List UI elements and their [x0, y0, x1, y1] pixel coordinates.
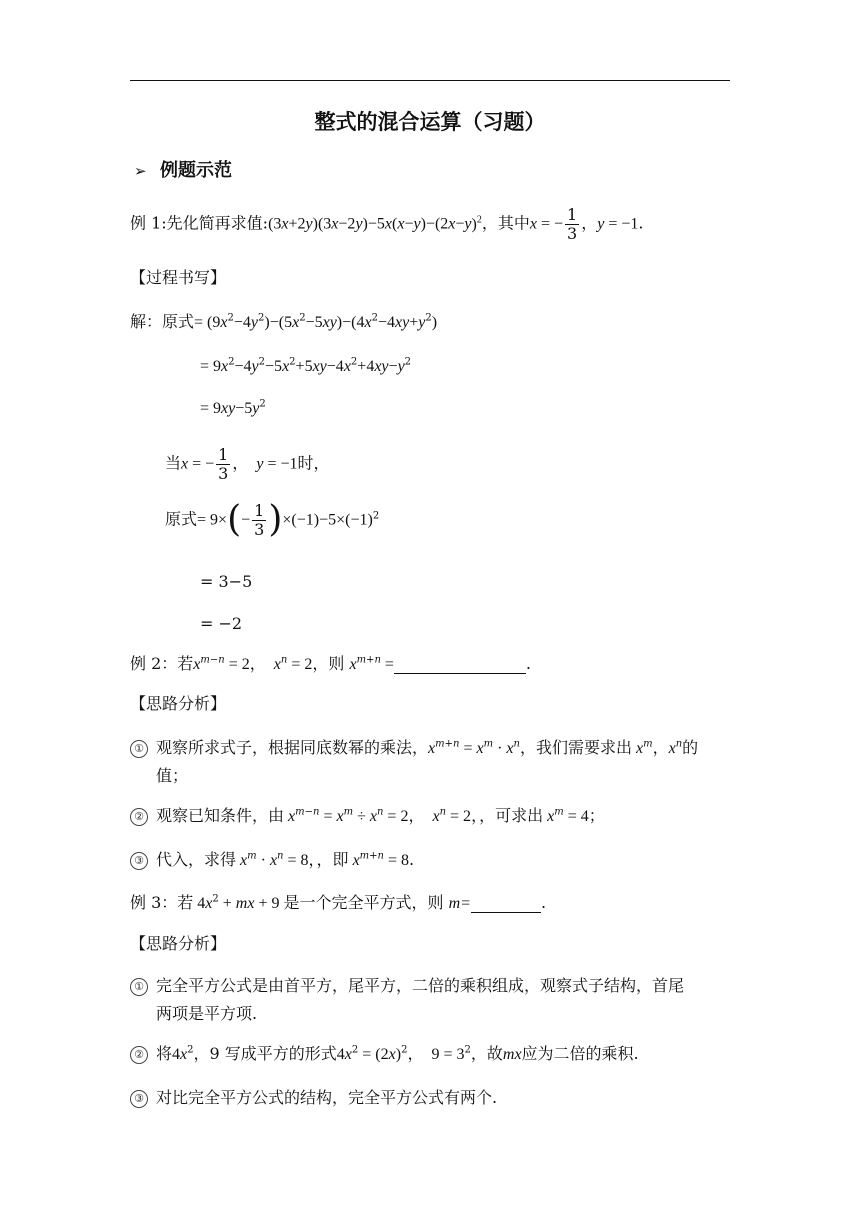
section-heading	[134, 156, 232, 182]
ex2-item-1-cont: 值；	[156, 766, 189, 785]
substitution-step: 原式= 9×(− $\frac{1}{3}$ )$\times(-1)-5\times(-1)^2$	[165, 499, 380, 541]
ex3-analysis-label: 【思路分析】	[130, 934, 227, 953]
substitution-condition: 当x = − $\frac{1}{3}$ ， y = −1时，	[165, 445, 330, 483]
header-rule	[130, 80, 730, 81]
ex3-item-2: ② 将$4x^2$，9 写成平方的形式$4x^2 = (2x)^2$， $9 = 3^2$，故mx应为二倍的乘积.	[130, 1044, 639, 1064]
arrow-bullet-icon: ➢	[134, 162, 147, 180]
ex2-item-3: ③ 代入，求得 $x^m \cdot x^n = 8$，，即 $x^{m+n} = 8$.	[130, 850, 414, 870]
ex2-item-2: ② 观察已知条件，由 $x^{m-n} = x^m \div x^n = 2$， $x^n = 2$，，可求出 $x^m = 4$；	[130, 806, 605, 826]
fraction-one-third: $\frac{1}{3}$	[567, 205, 578, 243]
ex2-item-1: ① 观察所求式子，根据同底数幂的乘法，$x^{m+n} = x^m \cdot x^n$，我们需要求出 $x^m$，$x^n$的	[130, 738, 698, 758]
solution-step-4: = 3−5	[200, 572, 253, 591]
solution-step-1: 解：原式= $(9x^2-4y^2)-(5x^2-5xy)-(4x^2-4xy+y^2)$	[130, 312, 438, 331]
ex3-item-1: ① 完全平方公式是由首平方，尾平方，二倍的乘积组成，观察式子结构，首尾	[130, 976, 684, 996]
ex2-analysis-label: 【思路分析】	[130, 694, 227, 713]
solution-step-2: = $9x^2-4y^2-5x^2+5xy-4x^2+4xy-y^2$	[200, 356, 412, 375]
ex1-label: 例 1:先化简再求值:	[130, 213, 269, 233]
solution-step-3: = $9xy-5y^2$	[200, 398, 266, 417]
ex3-statement: 例 3：若 $4x^2$ + mx + 9 是一个完全平方式，则 m= .	[130, 893, 547, 912]
process-label: 【过程书写】	[130, 268, 227, 287]
page-title: 整式的混合运算（习题）	[314, 110, 546, 134]
ex3-item-1-cont: 两项是平方项.	[156, 1004, 258, 1023]
section-label: 例题示范	[160, 160, 232, 181]
ex2-statement: 例 2：若$x^{m-n} = 2$， $x^n = 2$，则 $x^{m+n}$ = .	[130, 654, 532, 673]
ex1-statement: 例 1:先化简再求值$:(3x+2y)(3x-2y)-5x(x-y)-(2x-y)^2$，其中x = − $\frac{1}{3}$ ，y = −1.	[130, 205, 644, 243]
answer-blank-m[interactable]	[471, 912, 541, 913]
ex1-where: 其中	[497, 213, 530, 233]
solution-step-5: = −2	[200, 614, 243, 633]
answer-blank[interactable]	[394, 673, 526, 674]
ex3-item-3: ③ 对比完全平方公式的结构，完全平方公式有两个.	[130, 1088, 497, 1108]
